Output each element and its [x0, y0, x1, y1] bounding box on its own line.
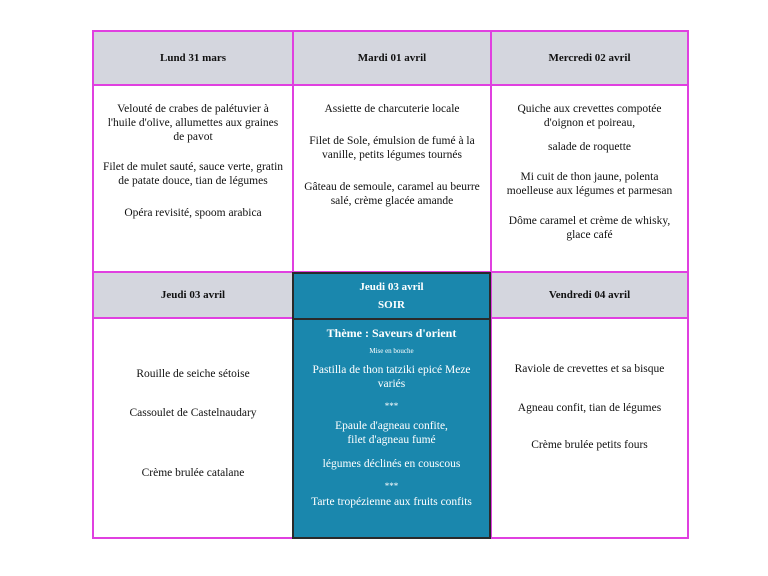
dish: Crème brulée catalane [141, 467, 245, 479]
dish: Gâteau de semoule, caramel au beurre salé, crème glacée amande [304, 181, 480, 207]
special-day: Jeudi 03 avril [359, 281, 424, 293]
dish: Rouille de seiche sétoise [136, 368, 250, 380]
day-menu-tuesday [294, 86, 490, 271]
dish: Epaule d'agneau confite, filet d'agneau fumé [335, 420, 448, 446]
dish: Velouté de crabes de palétuvier à l'huile d'olive, allumettes aux graines de pavot [107, 103, 279, 143]
day-header-label: Lund 31 mars [159, 52, 227, 64]
special-theme: Thème : Saveurs d'orient [326, 326, 457, 340]
day-header-thursday [94, 273, 292, 317]
day-menu-monday [94, 86, 292, 271]
dish: Pastilla de thon tatziki epicé Meze variés [312, 364, 471, 390]
dish: Filet de Sole, émulsion de fumé à la vanille, petits légumes tournés [309, 135, 475, 161]
dish: Dôme caramel et crème de whisky, glace café [508, 215, 671, 241]
separator: *** [384, 401, 399, 411]
special-divider [294, 318, 489, 320]
dish: Tarte tropézienne aux fruits confits [311, 496, 472, 508]
dish: Crème brulée petits fours [531, 439, 648, 451]
dish: Cassoulet de Castelnaudary [129, 407, 257, 419]
day-header-wednesday [492, 32, 687, 84]
grid-line [292, 32, 294, 273]
day-header-friday [492, 273, 687, 317]
special-label: SOIR [378, 299, 405, 311]
special-evening-menu [292, 272, 491, 539]
grid-line [94, 317, 292, 319]
day-menu-friday [492, 319, 687, 537]
day-menu-thursday [94, 319, 292, 537]
menu-table [92, 30, 689, 539]
dish: salade de roquette [547, 141, 631, 153]
day-header-label: Vendredi 04 avril [548, 289, 631, 301]
grid-line [94, 84, 687, 86]
dish: Quiche aux crevettes compotée d'oignon et poireau, [517, 103, 662, 129]
dish: légumes déclinés en couscous [322, 458, 461, 470]
day-header-label: Mercredi 02 avril [548, 52, 631, 64]
separator: *** [384, 481, 399, 491]
day-header-tuesday [294, 32, 490, 84]
special-header [294, 274, 489, 318]
dish: Agneau confit, tian de légumes [517, 402, 662, 414]
day-header-label: Mardi 01 avril [357, 52, 427, 64]
dish: Filet de mulet sauté, sauce verte, gratin de patate douce, tian de légumes [102, 161, 284, 187]
day-header-monday [94, 32, 292, 84]
day-menu-wednesday [492, 86, 687, 271]
dish: Opéra revisité, spoom arabica [124, 207, 262, 219]
dish: Raviole de crevettes et sa bisque [514, 363, 665, 375]
special-menu-body [294, 322, 489, 509]
dish: Assiette de charcuterie locale [324, 103, 460, 115]
grid-line [492, 317, 687, 319]
dish: Mi cuit de thon jaune, polenta moelleuse aux légumes et parmesan [506, 171, 673, 197]
grid-line [490, 32, 492, 273]
special-amuse: Mise en bouche [369, 347, 414, 355]
day-header-label: Jeudi 03 avril [160, 289, 226, 301]
